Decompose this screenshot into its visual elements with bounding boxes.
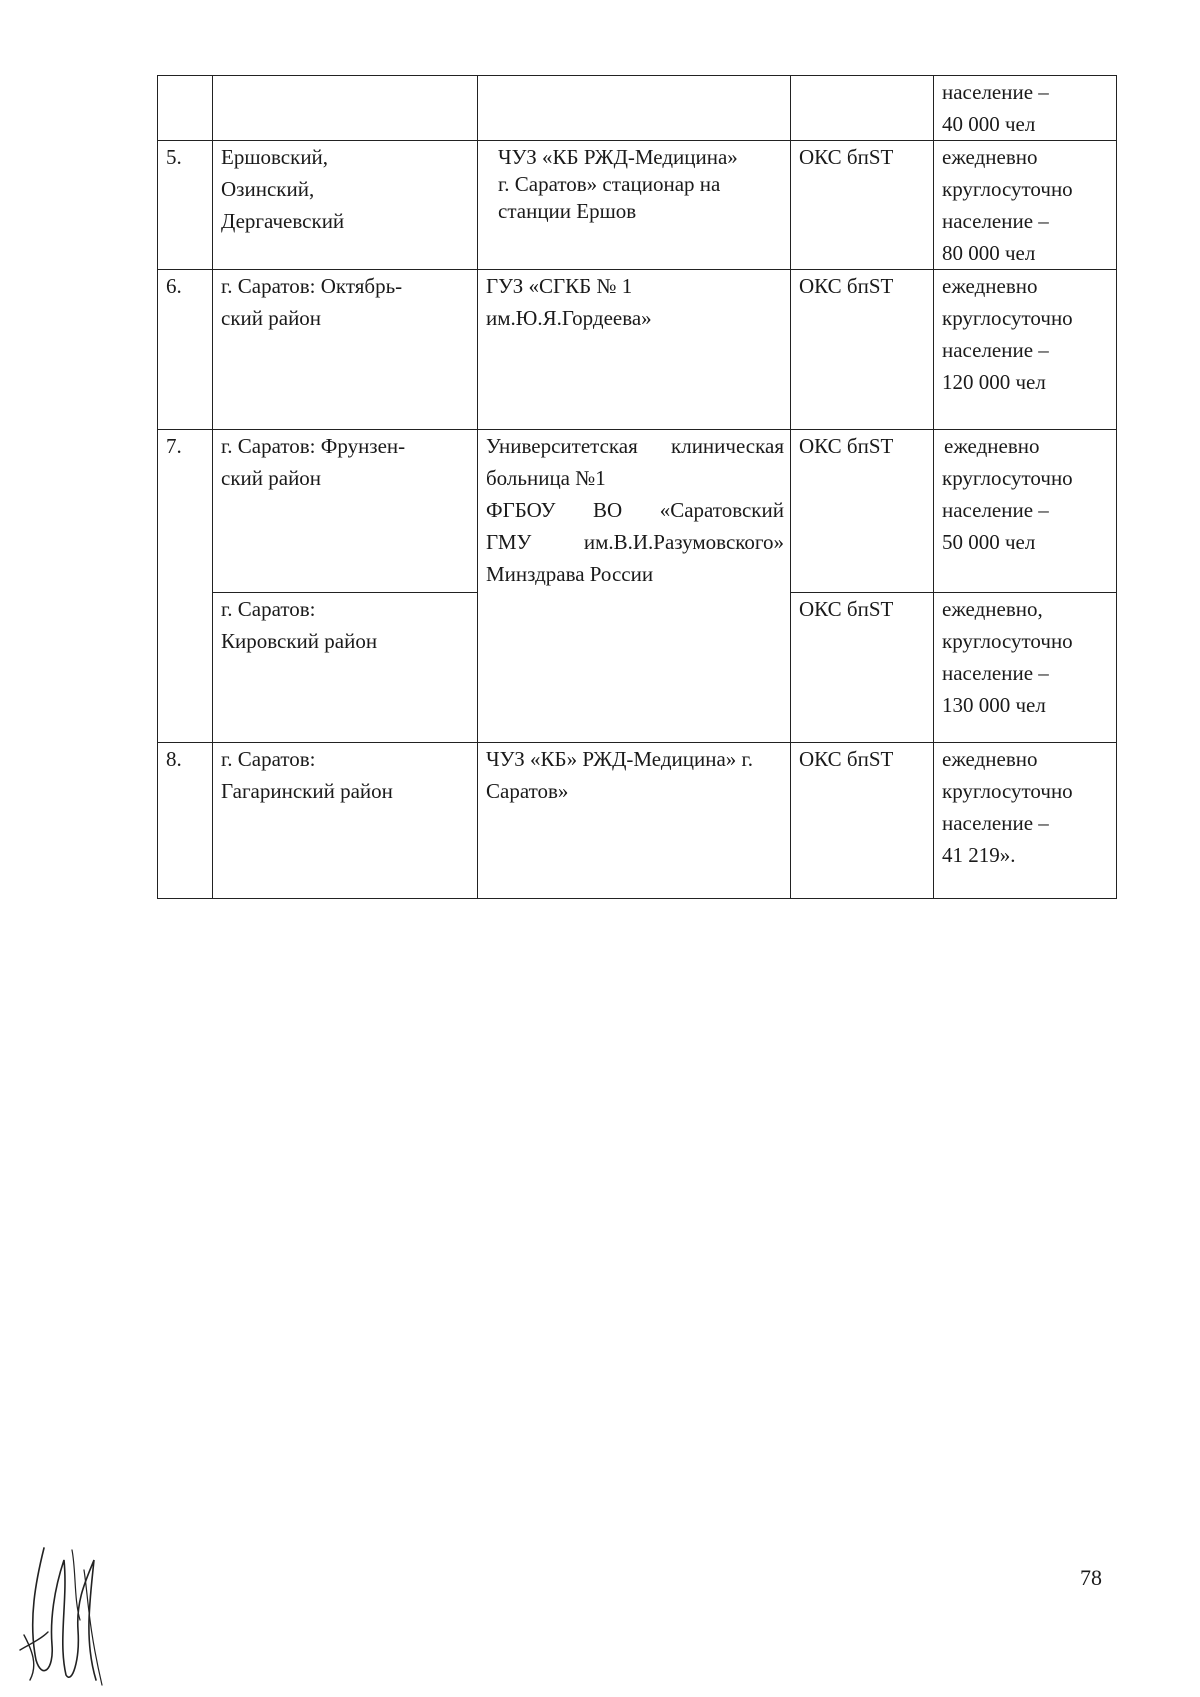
schedule-line: 80 000 чел (942, 241, 1036, 265)
schedule-cell (934, 141, 1117, 270)
hospital-line: г. Саратов» стационар на (498, 172, 721, 196)
schedule-line: круглосуточно (942, 629, 1073, 653)
hospital-line: ФГБОУ ВО «Саратовский (486, 498, 784, 522)
area-line: Дергачевский (221, 209, 345, 233)
table-row (158, 743, 1117, 899)
area-line: г. Саратов: Октябрь- (221, 274, 403, 298)
hospital-cell (478, 141, 791, 270)
area-line: ский район (221, 466, 322, 490)
diagnosis-cell: ОКС бпST (791, 270, 934, 430)
schedule-cell (934, 430, 1117, 593)
row-number-cell (158, 76, 213, 141)
schedule-line: круглосуточно (942, 779, 1073, 803)
row-number-cell: 6. (158, 270, 213, 430)
schedule-line: ежедневно (944, 434, 1040, 458)
area-cell (213, 141, 478, 270)
hospital-line: ГМУ им.В.И.Разумовского» (486, 530, 784, 554)
diagnosis-cell: ОКС бпST (791, 743, 934, 899)
schedule-line: население – (942, 209, 1049, 233)
hospital-line: им.Ю.Я.Гордеева» (486, 306, 652, 330)
hospital-line: Минздрава России (486, 562, 654, 586)
area-line: Кировский район (221, 629, 378, 653)
schedule-line: 40 000 чел (942, 112, 1036, 136)
table-row (158, 270, 1117, 430)
hospital-routing-table (157, 75, 1117, 899)
area-cell (213, 743, 478, 899)
schedule-line: круглосуточно (942, 466, 1073, 490)
area-cell (213, 76, 478, 141)
schedule-line: 120 000 чел (942, 370, 1046, 394)
table-row (158, 141, 1117, 270)
area-line: г. Саратов: Фрунзен- (221, 434, 406, 458)
row-number-cell: 8. (158, 743, 213, 899)
area-line: г. Саратов: (221, 747, 316, 771)
schedule-line: 41 219». (942, 843, 1016, 867)
diagnosis-cell: ОКС бпST (791, 593, 934, 743)
diagnosis-cell: ОКС бпST (791, 430, 934, 593)
table-row (158, 76, 1117, 141)
diagnosis-cell: ОКС бпST (791, 141, 934, 270)
signature-icon (14, 1540, 114, 1690)
schedule-line: население – (942, 498, 1049, 522)
hospital-cell (478, 270, 791, 430)
area-line: ский район (221, 306, 322, 330)
schedule-cell (934, 270, 1117, 430)
schedule-cell (934, 76, 1117, 141)
hospital-cell (478, 76, 791, 141)
schedule-line: население – (942, 338, 1049, 362)
area-line: Ершовский, (221, 145, 329, 169)
table-row (158, 430, 1117, 593)
area-cell (213, 593, 478, 743)
schedule-line: 130 000 чел (942, 693, 1046, 717)
schedule-line: ежедневно (942, 145, 1038, 169)
hospital-line: ЧУЗ «КБ РЖД-Медицина» (498, 145, 738, 169)
hospital-line: Университетская клиническая (486, 434, 784, 458)
page-number: 78 (1080, 1565, 1102, 1590)
schedule-line: ежедневно, (942, 597, 1043, 621)
hospital-line: больница №1 (486, 466, 606, 490)
hospital-line: Саратов» (486, 779, 569, 803)
schedule-line: круглосуточно (942, 306, 1073, 330)
hospital-line: ЧУЗ «КБ» РЖД-Медицина» г. (486, 747, 754, 771)
area-cell (213, 430, 478, 593)
row-number-cell: 7. (158, 430, 213, 743)
schedule-line: ежедневно (942, 274, 1038, 298)
hospital-cell (478, 743, 791, 899)
schedule-line: население – (942, 661, 1049, 685)
schedule-cell (934, 743, 1117, 899)
hospital-line: станции Ершов (498, 199, 637, 223)
hospital-cell (478, 430, 791, 743)
area-line: г. Саратов: (221, 597, 316, 621)
hospital-line: ГУЗ «СГКБ № 1 (486, 274, 633, 298)
schedule-cell (934, 593, 1117, 743)
schedule-line: население – (942, 811, 1049, 835)
area-line: Гагаринский район (221, 779, 393, 803)
row-number-cell: 5. (158, 141, 213, 270)
schedule-line: население – (942, 80, 1049, 104)
schedule-line: ежедневно (942, 747, 1038, 771)
schedule-line: круглосуточно (942, 177, 1073, 201)
area-line: Озинский, (221, 177, 315, 201)
diagnosis-cell (791, 76, 934, 141)
schedule-line: 50 000 чел (942, 530, 1036, 554)
area-cell (213, 270, 478, 430)
